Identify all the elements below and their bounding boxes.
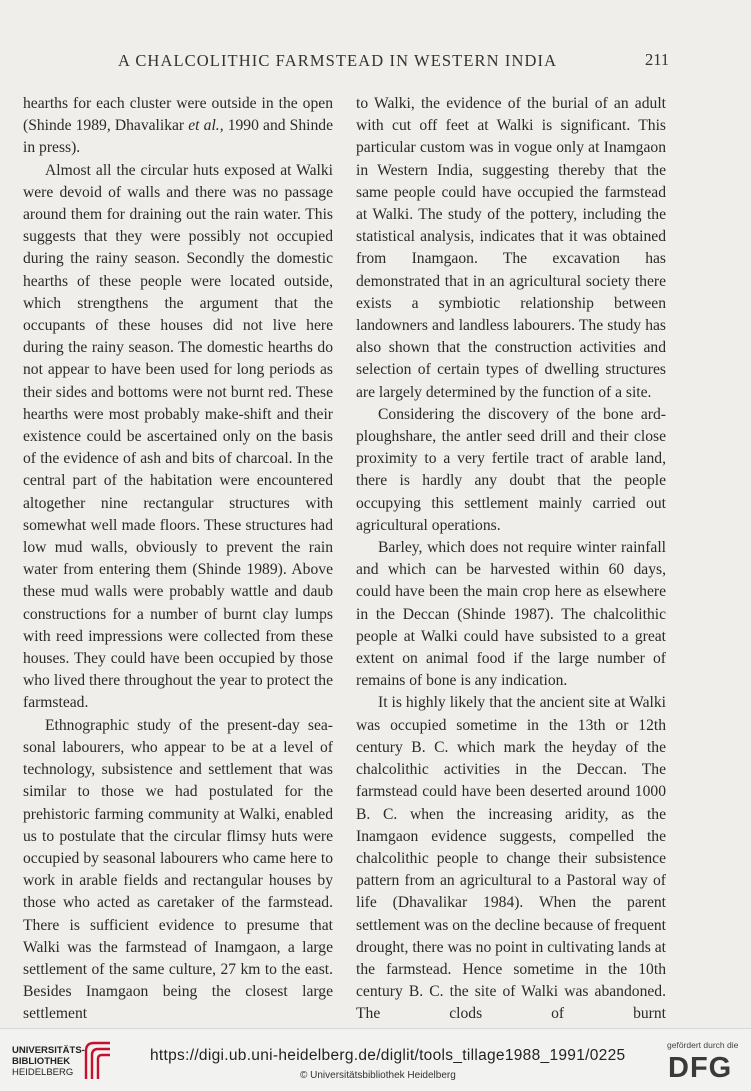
library-logo[interactable] (12, 1039, 142, 1087)
body-paragraph (356, 404, 666, 537)
paragraph-text: It is highly likely that the ancient site at Walki was occupied sometime in the 13th or 12th century B. C. which mark the heyday of the chalcolithic activities in the Deccan. The farmstead could have been deserted around 1000 B. C. when the increasing aridity, as the Inamgaon evidence suggests, compelled the chalcolithic people to change their subsistence pattern from an agricultural to a Pastoral way of life (Dhavalikar 1984). When the parent settlement was on the decline because of frequent drought, there was no point in cultivating lands at the farmstead. Hence sometime in the 10th century B. C. the site of Walki was abandoned. The clods of burnt (356, 694, 666, 1023)
body-paragraph (356, 692, 666, 1025)
paragraph-text: to Walki, the evidence of the burial of an adult with cut off feet at Walki is significant. This particular custom was in vogue only at Inamgaon in Western India, suggesting thereby that the same people could have occupied the farmstead at Walki. The study of the pottery, including the statistical analysis, indicates that it was obtained from Inamgaon. The excavation has demonstrated that in an agricultural society there exists a symbiotic relationship between landowners and landless labourers. The study has also shown that the construction activities and selection of certain types of dwelling structures are largely determined by the function of a site. (356, 95, 666, 401)
body-paragraph (23, 93, 333, 160)
funding-note: gefördert durch die (667, 1040, 739, 1050)
dfg-logo-text: DFG (668, 1052, 733, 1081)
paragraph-text: Considering the discovery of the bone ard-ploughshare, the antler seed drill and their close proximity to a very fertile tract of arable land, there is hardly any doubt that the people occupying this settlement mainly carried out agricultural operations. (356, 405, 666, 534)
right-text-column (356, 93, 666, 1026)
permalink-url[interactable]: https://digi.ub.uni-heidelberg.de/diglit/tools_tillage1988_1991/0225 (150, 1047, 626, 1064)
paragraph-text: Almost all the circular huts exposed at Walki were devoid of walls and there was no passage around them for draining out the rain water. This suggests that they were possibly not occupied during the rainy season. Secondly the domestic hearths of these people were located outside, which strengthens the argument that the occupants of these houses did not live here during the rainy season. The domestic hearths do not appear to have been used for long periods as their sides and bottoms were not burnt red. These hearths were most probably make-shift and their existence could be ascertained only on the basis of the evidence of ash and bits of charcoal. In the central part of the habitation were encountered altogether nine rectangular structures with somewhat well made floors. These structures had low mud walls, obviously to prevent the rain water from entering them (Shinde 1989). Above these mud walls were probably wattle and daub constructions for a number of burnt clay lumps with reed impressions were collected from these houses. They could have been occupied by those who lived there throughout the year to protect the farmstead. (23, 161, 333, 712)
library-emblem-icon (80, 1039, 116, 1081)
body-paragraph (23, 160, 333, 715)
paragraph-text: , 1990 and Shinde in press). (23, 117, 333, 157)
paragraph-text: hearths for each cluster were outside in the open (Shinde 1989, Dhavalikar (23, 95, 333, 135)
page-number: 211 (645, 50, 670, 69)
body-paragraph (356, 537, 666, 692)
body-paragraph (23, 715, 333, 1026)
library-name: UNIVERSITÄTS- BIBLIOTHEK HEIDELBERG (12, 1045, 85, 1078)
paragraph-text: Ethnographic study of the present-day seasonal labourers, who appear to be at a level of technology, subsistence and settlement that was similar to those we had postulated for the prehistoric farming community at Walki, enabled us to postulate that the circular flimsy huts were occupied by seasonal labourers who came here to work in arable fields and rectangular houses by those who acted as caretaker of the farmstead. There is sufficient evidence to presume that Walki was the farmstead of Inamgaon, a large settlement of the same culture, 27 km to the east. Besides Inamgaon being the closest large settlement (23, 716, 333, 1023)
digitization-footer (0, 1028, 751, 1091)
dfg-logo-icon[interactable] (668, 1051, 740, 1081)
paragraph-text: Barley, which does not require winter rainfall and which can be harvested within 60 days, could have been the main crop here as elsewhere in the Deccan (Shinde 1987). The chalcolithic people at Walki could have subsisted to a great extent on animal food if the large number of remains of bone is any indication. (356, 539, 666, 690)
body-paragraph (356, 93, 666, 404)
italic-text: et al. (188, 117, 220, 135)
copyright-notice: © Universitätsbibliothek Heidelberg (300, 1070, 456, 1081)
running-title: A CHALCOLITHIC FARMSTEAD IN WESTERN INDIA (118, 51, 558, 70)
left-text-column (23, 93, 333, 1026)
